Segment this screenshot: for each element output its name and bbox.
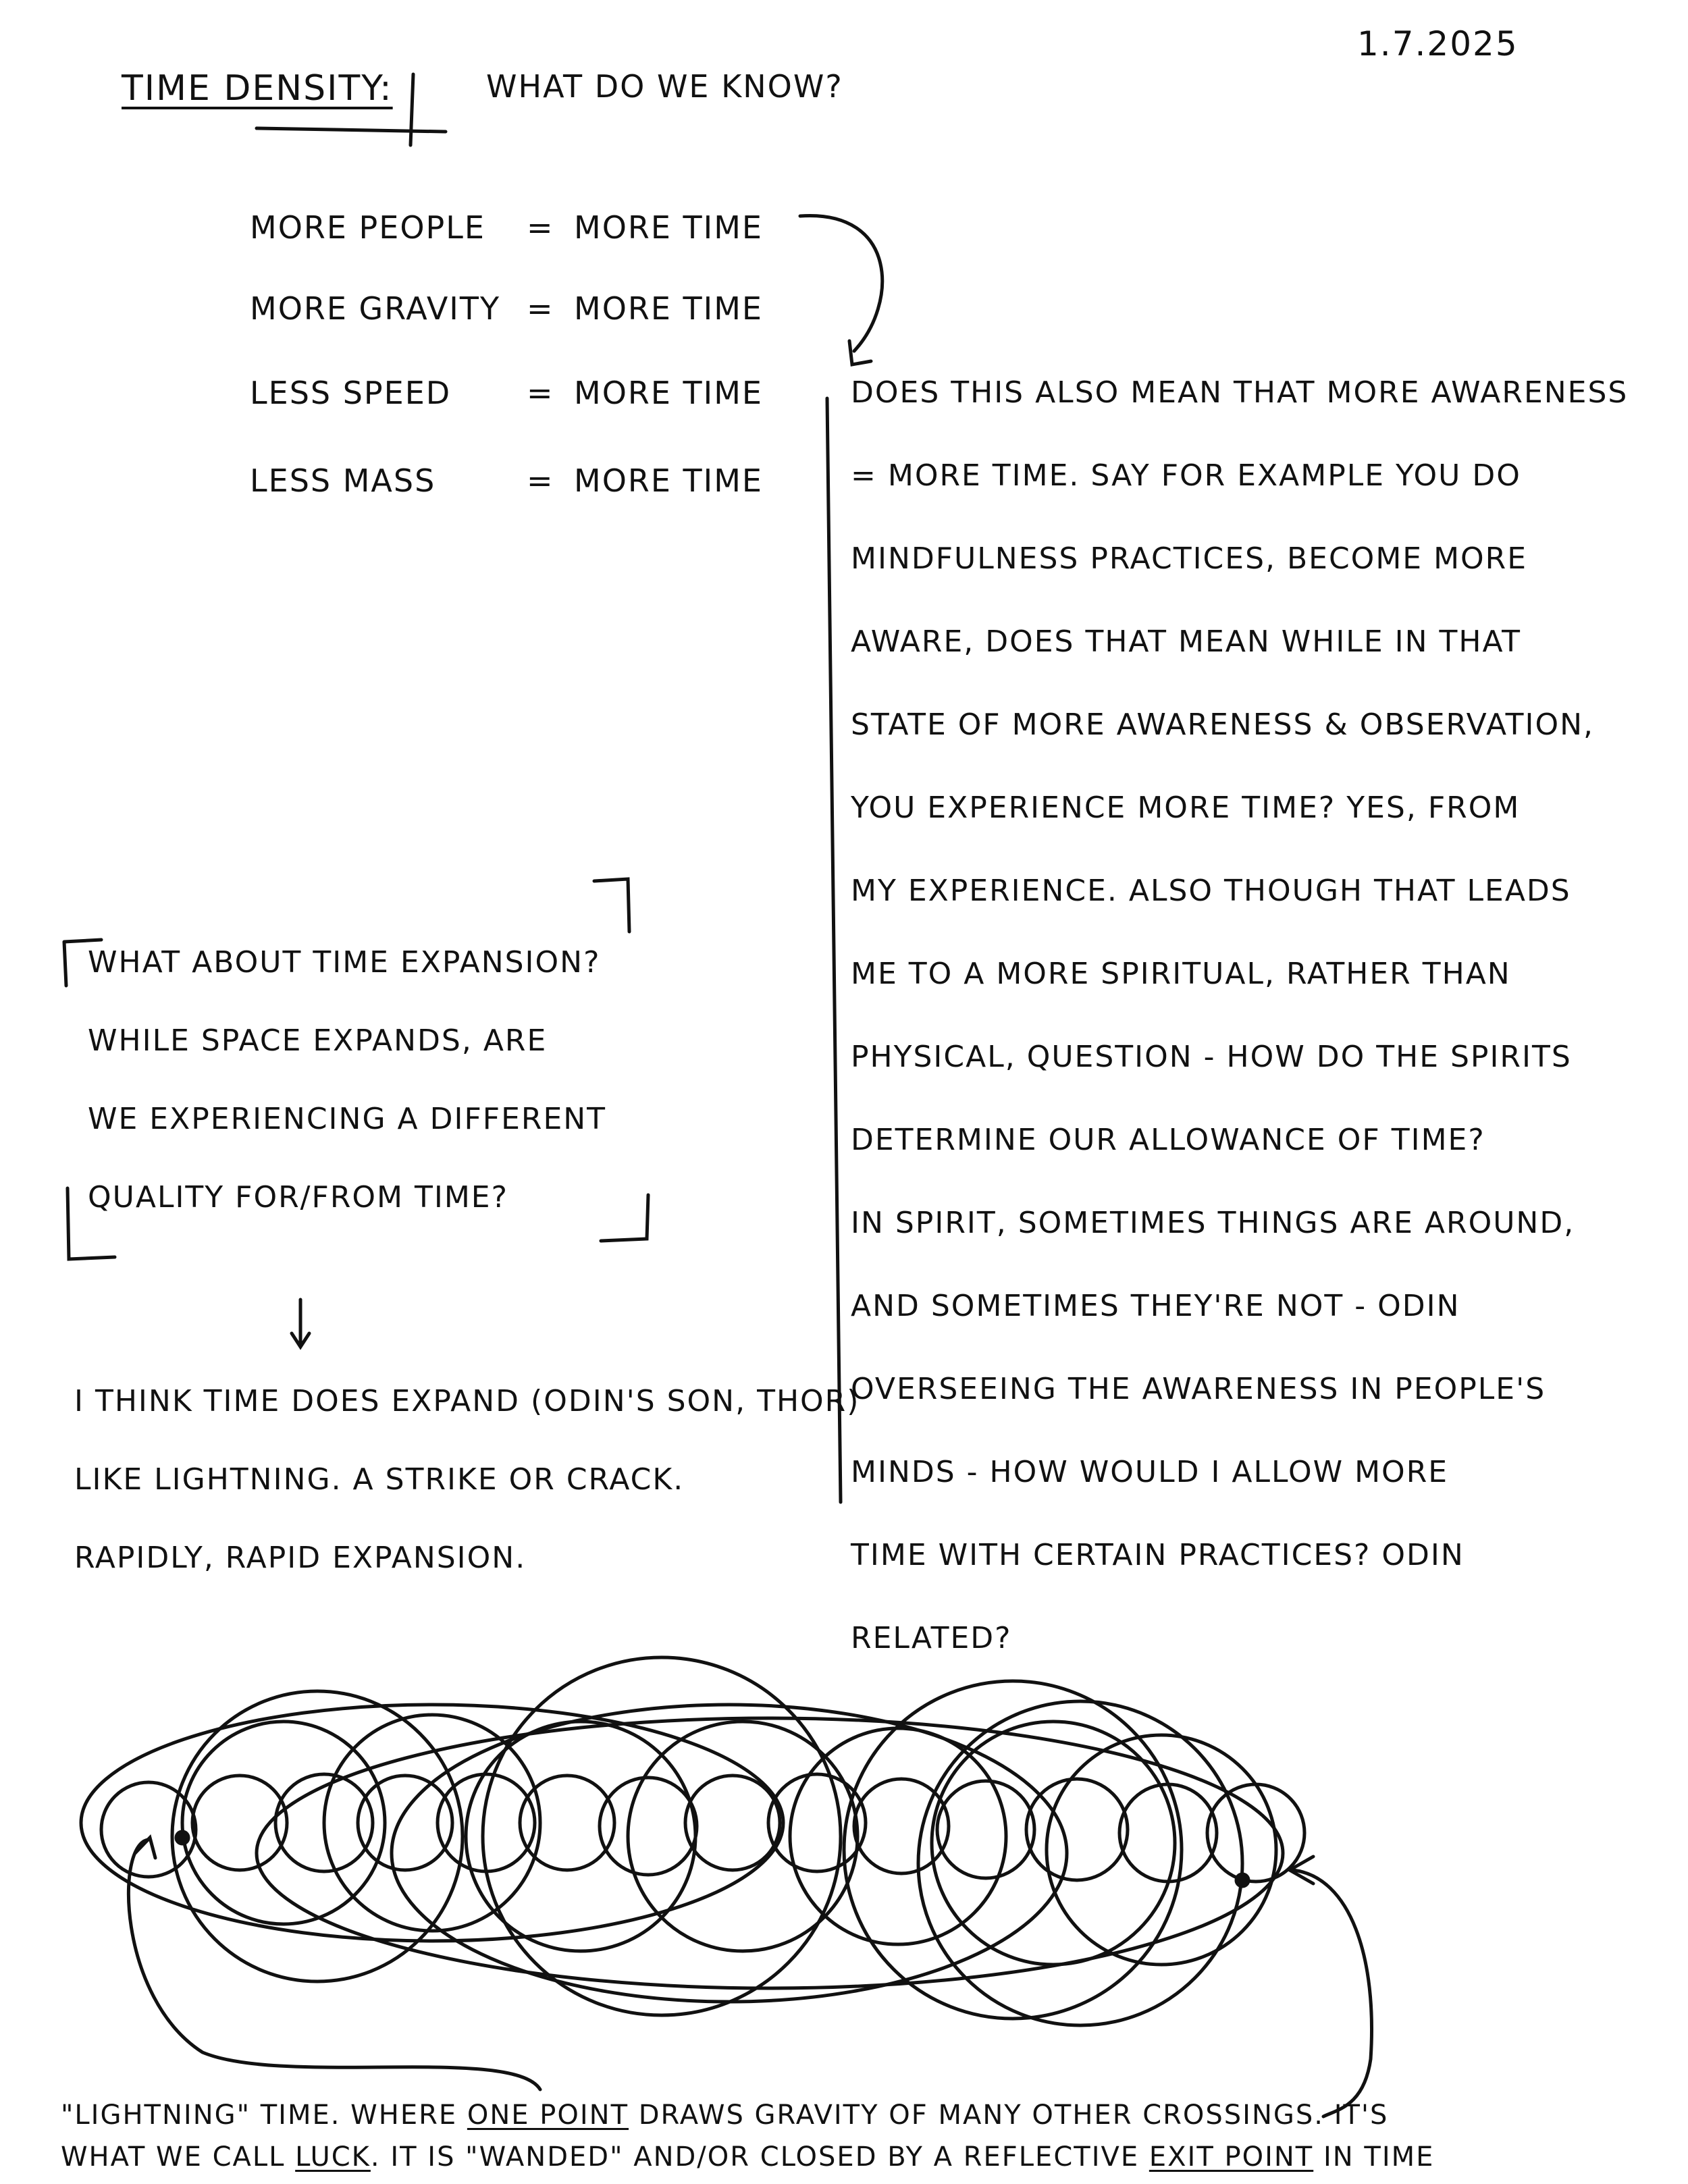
question-line: QUALITY FOR/FROM TIME? (88, 1180, 508, 1215)
equation-row (250, 290, 763, 327)
awareness-note (851, 375, 1629, 1707)
entry-point (176, 1832, 188, 1844)
equation-rhs: MORE TIME (574, 462, 763, 499)
note-line: AWARE, DOES THAT MEAN WHILE IN THAT (851, 624, 1522, 659)
caption-line (61, 2141, 1434, 2183)
circles-diagram (81, 1657, 1304, 2025)
caption-line (61, 2100, 1434, 2141)
page-title: TIME DENSITY: (122, 68, 393, 109)
note-line: AND SOMETIMES THEY'RE NOT - ODIN (851, 1289, 1460, 1323)
equation-lhs: LESS SPEED (250, 375, 452, 411)
note-line: OVERSEEING THE AWARENESS IN PEOPLE'S (851, 1372, 1546, 1406)
note-line: IN SPIRIT, SOMETIMES THINGS ARE AROUND, (851, 1206, 1575, 1240)
note-line: = MORE TIME. SAY FOR EXAMPLE YOU DO (851, 458, 1521, 493)
note-line: TIME WITH CERTAIN PRACTICES? ODIN (851, 1538, 1465, 1572)
bracket-top-right (594, 879, 629, 932)
expansion-thought (74, 1384, 860, 1619)
caption-text: . IT IS "WANDED" AND/OR CLOSED BY A REFLECTIVE (370, 2141, 1149, 2173)
question-line: WE EXPERIENCING A DIFFERENT (88, 1102, 607, 1136)
note-line: PHYSICAL, QUESTION - HOW DO THE SPIRITS (851, 1040, 1572, 1074)
note-line: DOES THIS ALSO MEAN THAT MORE AWARENESS (851, 375, 1629, 410)
equation-rhs: MORE TIME (574, 290, 763, 327)
down-arrow (292, 1300, 309, 1347)
caption-text: DRAWS GRAVITY OF MANY OTHER CROSSINGS. IT'S (629, 2100, 1389, 2131)
column-divider (827, 398, 841, 1502)
equation-row (250, 462, 763, 499)
page-date: 1.7.2025 (1357, 24, 1519, 63)
caption-text: "LIGHTNING" TIME. WHERE (61, 2100, 467, 2131)
note-line: DETERMINE OUR ALLOWANCE OF TIME? (851, 1123, 1485, 1157)
equation-rhs: MORE TIME (574, 375, 763, 411)
equation-lhs: MORE PEOPLE (250, 209, 485, 246)
caption-underlined: LUCK (295, 2141, 371, 2173)
diagram-caption (61, 2100, 1434, 2183)
caption-underlined: EXIT POINT (1149, 2141, 1314, 2173)
page-subtitle: WHAT DO WE KNOW? (486, 68, 843, 105)
caption-text: WHAT WE CALL (61, 2141, 296, 2173)
equation-lhs: LESS MASS (250, 462, 436, 499)
caption-text: IN TIME (1313, 2141, 1435, 2173)
note-line: MINDFULNESS PRACTICES, BECOME MORE (851, 541, 1528, 576)
curved-arrow (800, 215, 882, 351)
question-line: WHAT ABOUT TIME EXPANSION? (88, 945, 601, 980)
equation-rhs: MORE TIME (574, 209, 763, 246)
bracket-bottom-right (601, 1195, 648, 1241)
title-divider (411, 74, 413, 145)
note-line: MY EXPERIENCE. ALSO THOUGH THAT LEADS (851, 874, 1571, 908)
equation-row (250, 375, 763, 411)
left-loop-arrow-head (135, 1838, 155, 1858)
right-loop-arrow (1293, 1870, 1372, 2116)
note-line: STATE OF MORE AWARENESS & OBSERVATION, (851, 708, 1595, 742)
expansion-question (88, 945, 606, 1258)
equation-sign: = (527, 290, 554, 327)
note-line: YOU EXPERIENCE MORE TIME? YES, FROM (851, 791, 1521, 825)
note-line: ME TO A MORE SPIRITUAL, RATHER THAN (851, 957, 1511, 991)
equation-lhs: MORE GRAVITY (250, 290, 501, 327)
equation-sign: = (527, 375, 554, 411)
equation-sign: = (527, 462, 554, 499)
question-line: WHILE SPACE EXPANDS, ARE (88, 1023, 548, 1058)
exit-point (1236, 1874, 1248, 1886)
title-underline-end (257, 128, 446, 132)
thought-line: RAPIDLY, RAPID EXPANSION. (74, 1541, 527, 1575)
thought-line: I THINK TIME DOES EXPAND (ODIN'S SON, THOR) (74, 1384, 860, 1418)
equation-sign: = (527, 209, 554, 246)
note-line: MINDS - HOW WOULD I ALLOW MORE (851, 1455, 1449, 1489)
thought-line: LIKE LIGHTNING. A STRIKE OR CRACK. (74, 1462, 685, 1497)
note-line: RELATED? (851, 1621, 1012, 1655)
caption-underlined: ONE POINT (467, 2100, 629, 2131)
equation-row (250, 209, 763, 246)
